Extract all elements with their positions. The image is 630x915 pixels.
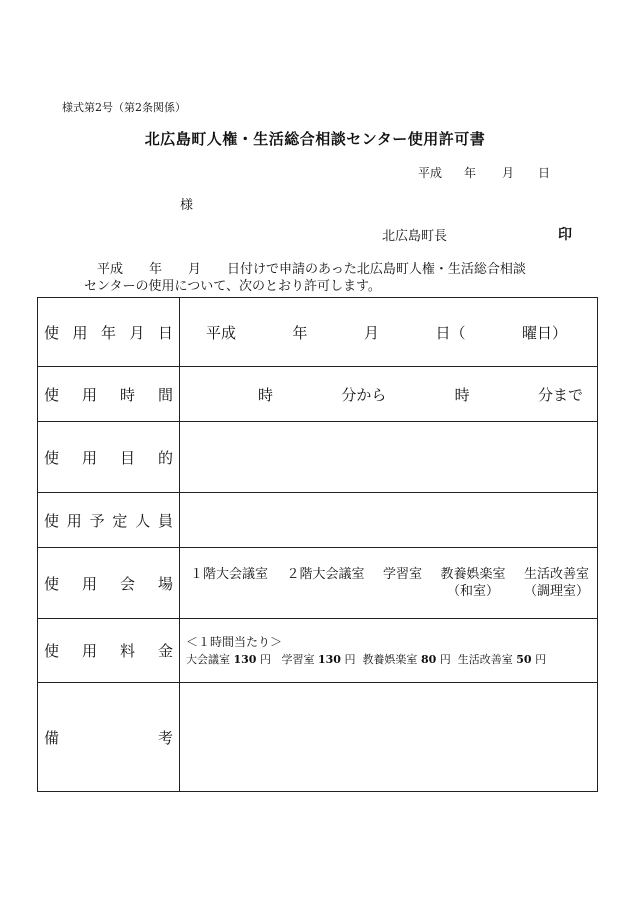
label-char: 年 [100,323,116,342]
label-usage-time [38,367,180,422]
date-month: 月 [502,166,515,180]
label-char: 予 [89,511,105,530]
form-number: 様式第2号（第2条関係） [62,101,186,114]
start-minute-unit: 分から [341,385,387,404]
label-char: 月 [129,323,145,342]
start-hour-unit: 時 [258,385,274,404]
label-char: 人 [135,511,151,530]
label-char: 考 [157,728,173,747]
label-char: 日 [157,323,173,342]
label-char: 的 [157,448,173,467]
label-usage-date [38,298,180,367]
usage-date-weekday: 曜日） [521,323,567,342]
venue-option: １階大会議室 [190,567,269,582]
label-char: 間 [157,385,173,404]
date-era: 平成 [418,166,443,180]
label-char: 場 [157,574,173,593]
label-char: 用 [81,642,97,660]
label-char: 会 [119,574,135,593]
label-char: 員 [157,511,173,530]
value-usage-purpose [180,422,598,493]
label-expected-attendees [38,493,180,548]
table-row-purpose [38,422,598,493]
label-char: 用 [72,323,88,342]
venue-option: ２階大会議室 [286,567,365,582]
date-day: 日 [538,166,551,180]
usage-date-year: 年 [292,323,308,342]
table-row-venue [38,548,598,619]
document-title: 北広島町人権・生活総合相談センター使用許可書 [144,130,486,148]
label-char: 備 [44,728,60,747]
issuer-name: 北広島町長 [382,229,448,244]
value-expected-attendees [180,493,598,548]
value-usage-time [180,367,598,422]
label-char: 使 [44,385,60,404]
end-hour-unit: 時 [454,385,470,404]
venue-option: 学習室 [382,567,422,582]
label-char: 用 [81,385,97,404]
value-usage-venue [180,548,598,619]
label-char: 目 [119,448,135,467]
issue-date [418,164,550,181]
value-remarks [180,683,598,792]
label-char: 時 [119,385,135,404]
label-char: 使 [44,323,60,342]
date-year: 年 [464,166,477,180]
usage-date-day: 日（ [435,323,466,342]
seal-mark: 印 [558,227,572,243]
label-usage-fee [38,619,180,683]
label-char: 使 [44,642,60,660]
value-usage-date [180,298,598,367]
fee-heading: ＜１時間当たり＞ [186,634,283,649]
end-minute-unit: 分まで [537,385,583,404]
body-text-line1: 平成 年 月 日付けで申請のあった北広島町人権・生活総合相談 [97,262,526,277]
label-char: 使 [44,574,60,593]
label-char: 用 [66,511,82,530]
table-row-time [38,367,598,422]
usage-date-era: 平成 [206,323,237,342]
value-usage-fee [180,619,598,683]
label-usage-purpose [38,422,180,493]
venue-option: 教養娯楽室 （和室） [440,567,506,599]
body-text-line2: センターの使用について、次のとおり許可します。 [84,279,381,294]
table-row-date [38,298,598,367]
label-char: 料 [119,642,135,660]
label-char: 使 [44,448,60,467]
label-remarks [38,683,180,792]
table-row-fee [38,619,598,683]
label-char: 定 [112,511,128,530]
venue-option: 生活改善室 （調理室） [523,567,589,599]
label-char: 金 [157,642,173,660]
addressee-suffix: 様 [180,198,194,213]
label-char: 使 [44,511,60,530]
label-usage-venue [38,548,180,619]
usage-date-month: 月 [363,323,379,342]
label-char: 用 [81,574,97,593]
label-char: 用 [81,448,97,467]
permit-table [37,297,598,792]
fee-list: 大会議室 130 円 学習室 130 円 教養娯楽室 80 円 生活改善室 50 円 [186,652,547,666]
table-row-remarks [38,683,598,792]
table-row-attendees [38,493,598,548]
